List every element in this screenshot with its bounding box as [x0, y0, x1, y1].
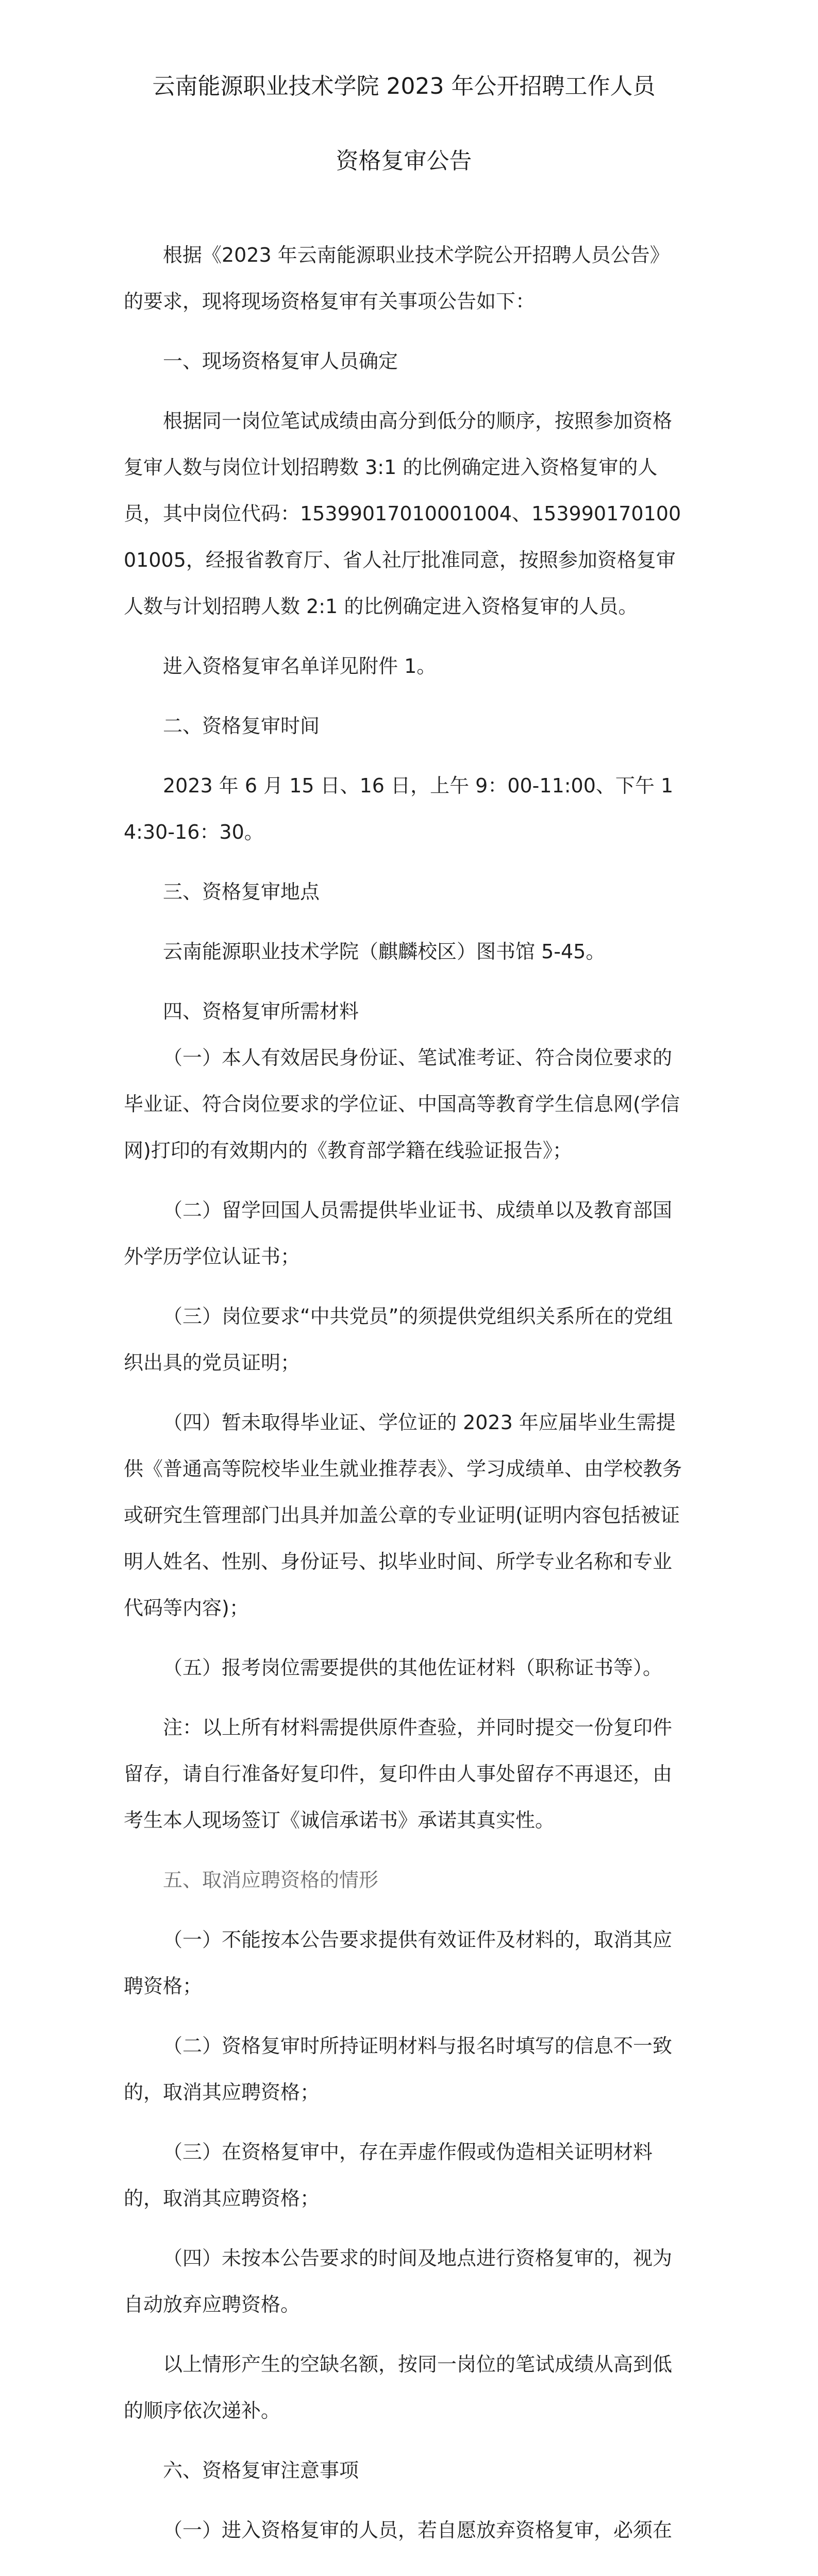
section-5-heading: 五、取消应聘资格的情形	[163, 1869, 379, 1891]
section-3-heading: 三、资格复审地点	[163, 880, 320, 903]
section-4-item-5: （五）报考岗位需要提供的其他佐证材料（职称证书等）。	[163, 1656, 663, 1679]
page-subtitle: 资格复审公告	[336, 148, 472, 174]
section-5-item-2: （二）资格复审时所持证明材料与报名时填写的信息不一致的，取消其应聘资格；	[124, 2035, 673, 2104]
section-3-paragraph: 云南能源职业技术学院（麒麟校区）图书馆 5-45。	[163, 940, 606, 963]
section-2-paragraph: 2023 年 6 月 15 日、16 日，上午 9：00-11:00、下午 14:30-16：30。	[124, 774, 674, 843]
section-1-paragraph-2: 进入资格复审名单详见附件 1。	[163, 655, 437, 677]
section-6-item-1-detail	[124, 2567, 684, 2576]
section-5-paragraph: 以上情形产生的空缺名额，按同一岗位的笔试成绩从高到低的顺序依次递补。	[124, 2353, 673, 2422]
section-5-item-3: （三）在资格复审中，存在弄虚作假或伪造相关证明材料的，取消其应聘资格；	[124, 2141, 653, 2210]
section-4-item-2: （二）留学回国人员需提供毕业证书、成绩单以及教育部国外学历学位认证书；	[124, 1199, 673, 1268]
page-title: 云南能源职业技术学院 2023 年公开招聘工作人员	[152, 73, 656, 99]
section-5-item-4: （四）未按本公告要求的时间及地点进行资格复审的，视为自动放弃应聘资格。	[124, 2247, 673, 2316]
section-4-item-3: （三）岗位要求“中共党员”的须提供党组织关系所在的党组织出具的党员证明；	[124, 1305, 673, 1374]
section-2-heading: 二、资格复审时间	[163, 715, 320, 737]
section-4-note: 注：以上所有材料需提供原件查验，并同时提交一份复印件留存，请自行准备好复印件，复印件由人事处留存不再退还，由考生本人现场签订《诚信承诺书》承诺其真实性。	[124, 1716, 673, 1832]
section-4-item-1: （一）本人有效居民身份证、笔试准考证、符合岗位要求的毕业证、符合岗位要求的学位证、中国高等教育学生信息网(学信网)打印的有效期内的《教育部学籍在线验证报告》；	[124, 1046, 680, 1162]
section-6-heading: 六、资格复审注意事项	[163, 2459, 359, 2482]
section-1-paragraph: 根据同一岗位笔试成绩由高分到低分的顺序，按照参加资格复审人数与岗位计划招聘数 3:1 的比例确定进入资格复审的人员，其中岗位代码：15399017010001004、15399017010001005，经报省教育厅、省人社厅批准同意，按照参加资格复审人数与计划招聘人数 2:1 的比例确定进入资格复审的人员。	[124, 410, 681, 618]
section-1-heading: 一、现场资格复审人员确定	[163, 350, 398, 372]
section-5-item-1: （一）不能按本公告要求提供有效证件及材料的，取消其应聘资格；	[124, 1928, 673, 1997]
section-4-item-4: （四）暂未取得毕业证、学位证的 2023 年应届毕业生需提供《普通高等院校毕业生就业推荐表》、学习成绩单、由学校教务或研究生管理部门出具并加盖公章的专业证明(证明内容包括被证明人姓名、性别、身份证号、拟毕业时间、所学专业名称和专业代码等内容)；	[124, 1411, 682, 1619]
intro-paragraph: 根据《2023 年云南能源职业技术学院公开招聘人员公告》的要求，现将现场资格复审有关事项公告如下：	[124, 244, 670, 313]
section-4-heading: 四、资格复审所需材料	[163, 1000, 359, 1023]
section-6-item-1: （一）进入资格复审的人员，若自愿放弃资格复审，必须在	[163, 2519, 673, 2541]
